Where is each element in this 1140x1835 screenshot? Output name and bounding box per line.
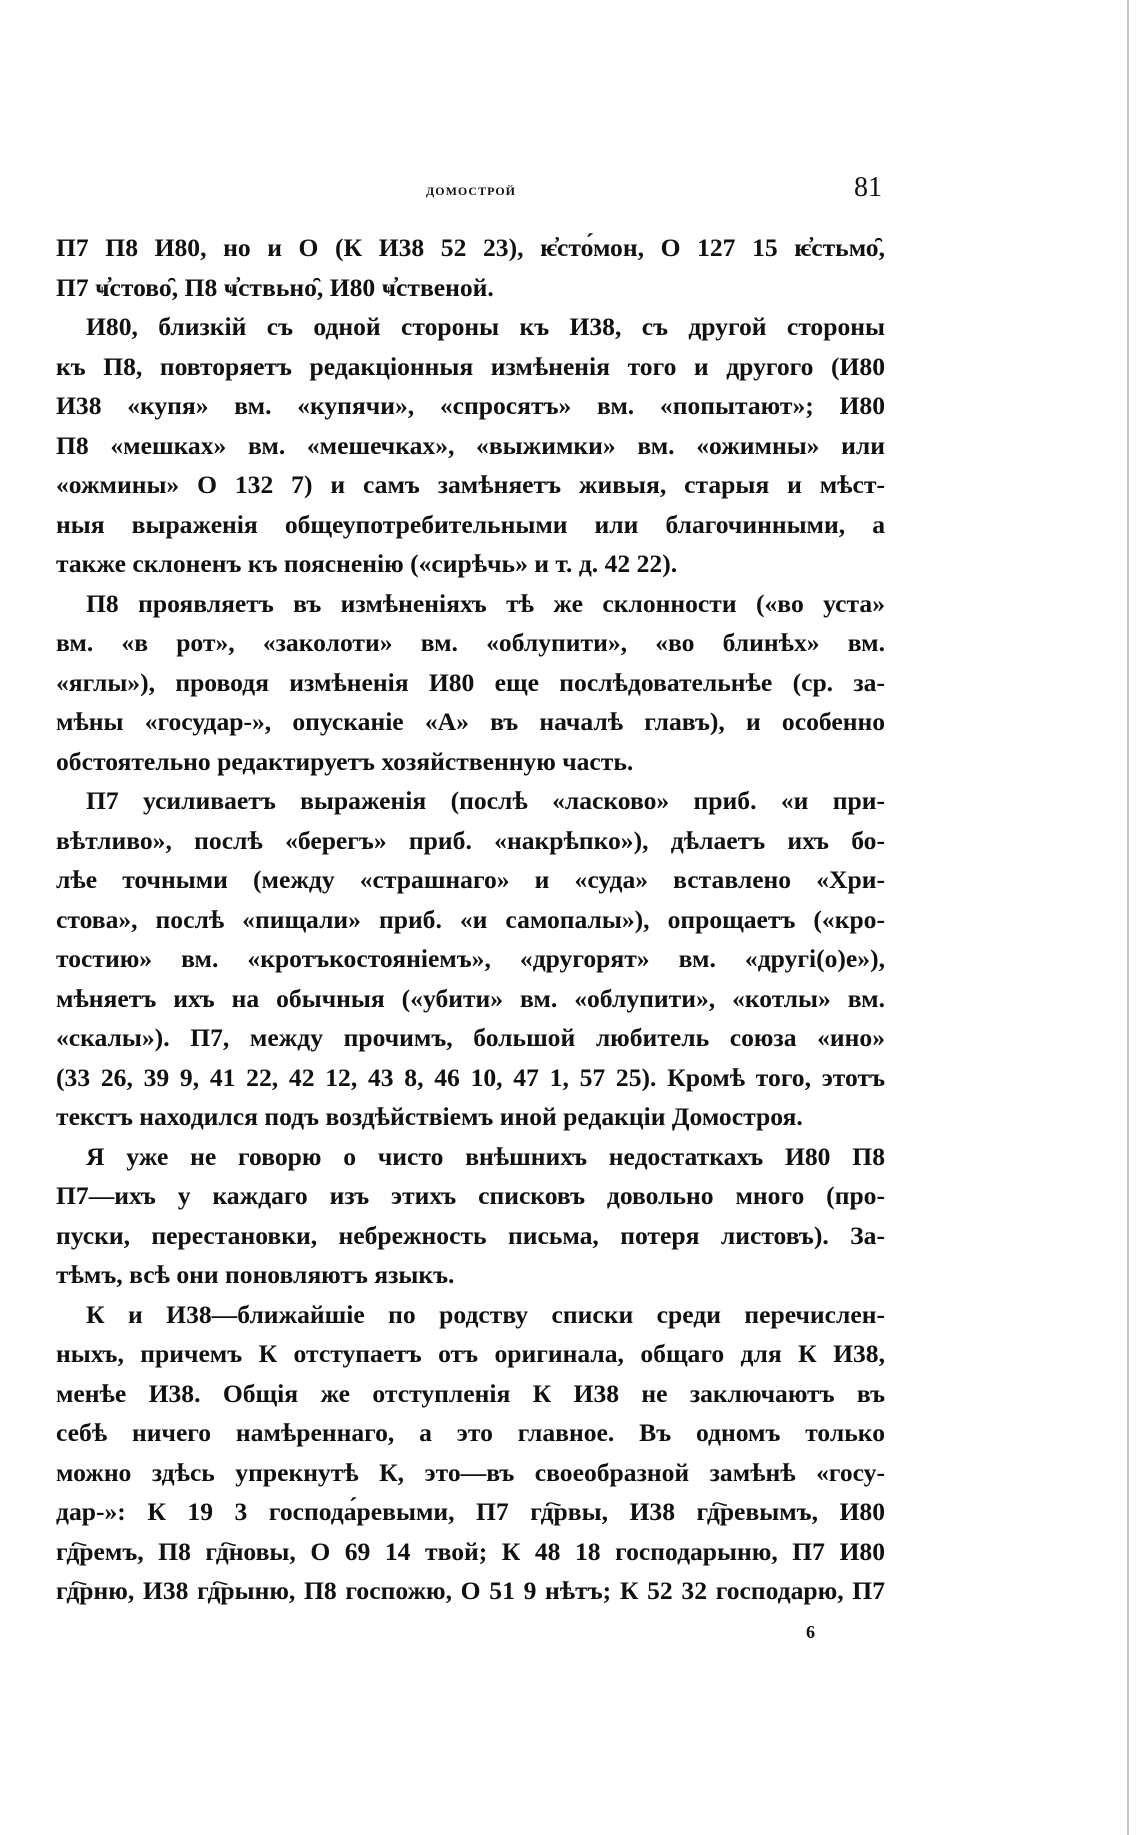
text-line: менѣе И38. Общія же отступленія К И38 не заключаютъ въ xyxy=(56,1378,885,1408)
text-line: къ П8, повторяетъ редакціонныя измѣненія того и другого (И80 xyxy=(56,351,885,381)
text-line: И38 «купя» вм. «купячи», «спросятъ» вм. «попытают»; И80 xyxy=(56,391,885,420)
text-line: можно здѣсь упрекнутѣ К, это—въ своеобразной замѣнѣ «госу- xyxy=(56,1457,885,1487)
text-line: лѣе точными (между «страшнаго» и «суда» вставлено «Хри- xyxy=(56,865,885,894)
text-line: стова», послѣ «пищали» приб. «и самопалы»), опрощаетъ («кро- xyxy=(56,904,885,934)
page-edge-line xyxy=(1127,0,1129,1835)
text-line: гд҇рню, И38 гд҇рыню, П8 госпожю, О 51 9 нѣтъ; К 52 32 господарю, П7 xyxy=(56,1576,885,1605)
text-line: ныя выраженія общеупотребительными или благочинными, а xyxy=(56,509,885,539)
text-line: вм. «в рот», «заколоти» вм. «облупити», «во блинѣх» вм. xyxy=(56,628,885,657)
text-line: также склоненъ къ поясненію («сирѣчь» и т. д. 42 22). xyxy=(56,549,678,578)
text-line: П8 проявляетъ въ измѣненіяхъ тѣ же склонности («во уста» xyxy=(86,588,885,618)
text-line: (33 26, 39 9, 41 22, 42 12, 43 8, 46 10, 47 1, 57 25). Кромѣ того, этотъ xyxy=(56,1062,885,1092)
text-line: П7—ихъ у каждаго изъ этихъ списковъ довольно много (про- xyxy=(56,1181,885,1210)
body-text xyxy=(56,228,885,1611)
text-line: П7 П8 И80, но и О (К И38 52 23), ѥ҆сто́мон, О 127 15 ѥ҆стьмо̑, xyxy=(56,233,885,262)
text-line: себѣ ничего намѣреннаго, а это главное. Въ одномъ только xyxy=(56,1418,885,1447)
text-line: пуски, перестановки, небрежность письма, потеря листовъ). За- xyxy=(56,1220,885,1250)
text-line: П8 «мешках» вм. «мешечках», «выжимки» вм. «ожимны» или xyxy=(56,430,885,460)
page-header xyxy=(60,172,882,212)
text-line: И80, близкій съ одной стороны къ И38, съ другой стороны xyxy=(86,312,885,341)
text-line: обстоятельно редактируетъ хозяйственную часть. xyxy=(56,746,634,776)
page-number: 81 xyxy=(854,172,882,203)
text-line: мѣняетъ ихъ на обычныя («убити» вм. «облупити», «котлы» вм. xyxy=(56,983,885,1013)
printer-signature-mark: 6 xyxy=(806,1622,815,1642)
text-line: мѣны «государ-», опусканіе «А» въ началѣ главъ), и особенно xyxy=(56,707,885,736)
text-line: Я уже не говорю о чисто внѣшнихъ недостаткахъ И80 П8 xyxy=(86,1141,885,1171)
text-line: тѣмъ, всѣ они поновляютъ языкъ. xyxy=(56,1260,455,1289)
text-line: «ожмины» О 132 7) и самъ замѣняетъ живыя, старыя и мѣст- xyxy=(56,470,885,499)
running-title: домострой xyxy=(426,180,516,199)
text-line: «яглы»), проводя измѣненія И80 еще послѣдовательнѣе (ср. за- xyxy=(56,667,885,697)
text-line: гд҇ремъ, П8 гд҇новы, О 69 14 твой; К 48 18 господарыню, П7 И80 xyxy=(56,1536,885,1566)
text-line: П7 ҹ҆стово̑, П8 ҹ҆ствьно̑, И80 ҹ҆ственой. xyxy=(56,272,494,302)
text-line: К и И38—ближайшіе по родству списки среди перечислен- xyxy=(86,1299,885,1329)
text-line: тостию» вм. «кротъкостояніемъ», «другорят» вм. «другі(о)е»), xyxy=(56,944,885,973)
text-line: вѣтливо», послѣ «берегъ» приб. «накрѣпко»), дѣлаетъ ихъ бо- xyxy=(56,825,885,855)
text-line: П7 усиливаетъ выраженія (послѣ «ласково» приб. «и при- xyxy=(86,786,885,815)
text-line: «скалы»). П7, между прочимъ, большой любитель союза «ино» xyxy=(56,1023,885,1052)
text-line: дар-»: К 19 3 господа́ревыми, П7 гд҇рвы, И38 гд҇ревымъ, И80 xyxy=(56,1497,885,1526)
text-line: текстъ находился подъ воздѣйствіемъ иной редакціи Домостроя. xyxy=(56,1102,803,1131)
text-line: ныхъ, причемъ К отступаетъ отъ оригинала, общаго для К И38, xyxy=(56,1339,885,1368)
